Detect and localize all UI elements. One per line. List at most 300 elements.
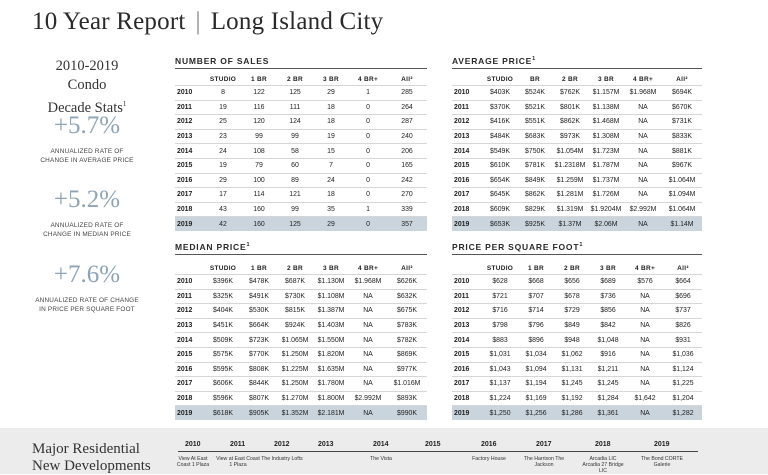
table-cell: 17 bbox=[205, 188, 241, 203]
table-cell: 0 bbox=[349, 144, 387, 159]
table-cell: $893K bbox=[387, 391, 427, 406]
row-year: 2015 bbox=[175, 347, 205, 362]
decade-stats-type: Condo bbox=[67, 77, 107, 93]
row-year: 2013 bbox=[452, 318, 482, 333]
table-cell: $1.635M bbox=[313, 362, 349, 377]
table-row bbox=[452, 318, 702, 333]
table-cell: $1.016M bbox=[387, 377, 427, 392]
table-cell: 339 bbox=[387, 202, 427, 217]
table-cell: NA bbox=[624, 115, 662, 130]
table-row bbox=[175, 144, 427, 159]
timeline-year: 2013 bbox=[318, 441, 334, 448]
table-cell: $416K bbox=[482, 115, 518, 130]
table-cell: $862K bbox=[552, 115, 588, 130]
table-row bbox=[175, 406, 427, 420]
ppsf-table-title bbox=[452, 242, 583, 252]
table-row bbox=[452, 275, 702, 290]
table-cell: $730K bbox=[277, 289, 313, 304]
table-cell: 19 bbox=[205, 100, 241, 115]
stat-ppsf-value: +7.6% bbox=[53, 261, 121, 288]
table-cell: 29 bbox=[313, 217, 349, 231]
table-cell: 60 bbox=[277, 158, 313, 173]
table-cell: $1.250M bbox=[277, 347, 313, 362]
table-cell: $654K bbox=[482, 173, 518, 188]
table-cell: 99 bbox=[277, 202, 313, 217]
table-cell: 270 bbox=[387, 188, 427, 203]
row-year: 2019 bbox=[175, 217, 205, 231]
table-row bbox=[452, 406, 702, 420]
table-cell: NA bbox=[626, 377, 664, 392]
table-cell: $1,094 bbox=[518, 362, 554, 377]
table-cell: $1,286 bbox=[554, 406, 590, 420]
table-row bbox=[175, 129, 427, 144]
ppsf-title-footnote: 1 bbox=[579, 242, 584, 249]
table-cell: $881K bbox=[662, 144, 702, 159]
column-header: 2 BR bbox=[286, 76, 303, 83]
page-title bbox=[32, 8, 383, 36]
table-cell: NA bbox=[624, 158, 662, 173]
table-row bbox=[452, 144, 702, 159]
table-cell: $1.550M bbox=[313, 333, 349, 348]
table-cell: $731K bbox=[662, 115, 702, 130]
table-row bbox=[175, 377, 427, 392]
table-cell: $1,284 bbox=[590, 391, 626, 406]
table-row bbox=[175, 347, 427, 362]
table-cell: $478K bbox=[241, 275, 277, 290]
table-cell: $924K bbox=[277, 318, 313, 333]
table-cell: 0 bbox=[349, 158, 387, 173]
table-cell: 111 bbox=[277, 100, 313, 115]
column-header: 3 BR bbox=[599, 265, 616, 272]
decade-stats-footnote: 1 bbox=[122, 100, 127, 108]
table-cell: $1.064M bbox=[662, 173, 702, 188]
row-year: 2018 bbox=[452, 202, 482, 217]
table-row bbox=[175, 173, 427, 188]
table-cell: $2.06M bbox=[588, 217, 624, 231]
row-year: 2018 bbox=[175, 202, 205, 217]
table-cell: 0 bbox=[349, 115, 387, 130]
table-header-row bbox=[175, 74, 427, 86]
row-year: 2013 bbox=[452, 129, 482, 144]
table-cell: $325K bbox=[205, 289, 241, 304]
table-cell: 125 bbox=[277, 217, 313, 231]
table-cell: $618K bbox=[205, 406, 241, 420]
table-row bbox=[175, 158, 427, 173]
timeline-development: View at East Coast 1 Plaza bbox=[216, 456, 260, 468]
timeline-development: The Harrison The Jackson bbox=[523, 456, 565, 468]
column-header: All² bbox=[677, 265, 689, 272]
table-cell: $842 bbox=[590, 318, 626, 333]
table-row bbox=[452, 100, 702, 115]
table-cell: 165 bbox=[387, 158, 427, 173]
table-cell: $1.352M bbox=[277, 406, 313, 420]
column-header: All² bbox=[401, 265, 413, 272]
row-year: 2018 bbox=[175, 391, 205, 406]
table-row bbox=[175, 318, 427, 333]
table-cell: 0 bbox=[349, 173, 387, 188]
table-cell: $849K bbox=[518, 173, 552, 188]
table-cell: $1,043 bbox=[482, 362, 518, 377]
row-year: 2018 bbox=[452, 391, 482, 406]
stat-desc-line: ANNUALIZED RATE OF CHANGE bbox=[35, 297, 139, 304]
column-header: All² bbox=[401, 76, 413, 83]
table-row bbox=[175, 202, 427, 217]
table-cell: $916 bbox=[590, 347, 626, 362]
developments-title bbox=[32, 441, 151, 475]
median-table-rule bbox=[175, 254, 427, 255]
table-cell: 264 bbox=[387, 100, 427, 115]
table-cell: NA bbox=[626, 304, 664, 319]
decade-stats-years: 2010-2019 bbox=[55, 58, 119, 74]
table-cell: $925K bbox=[518, 217, 552, 231]
row-year: 2014 bbox=[452, 333, 482, 348]
table-cell: $653K bbox=[482, 217, 518, 231]
table-cell: $1.270M bbox=[277, 391, 313, 406]
table-cell: $770K bbox=[241, 347, 277, 362]
table-cell: 108 bbox=[241, 144, 277, 159]
table-cell: NA bbox=[349, 289, 387, 304]
table-cell: $491K bbox=[241, 289, 277, 304]
table-cell: $521K bbox=[518, 100, 552, 115]
table-row bbox=[175, 362, 427, 377]
table-cell: 121 bbox=[277, 188, 313, 203]
table-cell: 24 bbox=[313, 173, 349, 188]
table-cell: 8 bbox=[205, 86, 241, 101]
table-cell: $1.968M bbox=[349, 275, 387, 290]
timeline-year: 2017 bbox=[536, 441, 552, 448]
table-cell: NA bbox=[349, 333, 387, 348]
row-year: 2016 bbox=[452, 173, 482, 188]
table-row bbox=[175, 217, 427, 231]
table-cell: NA bbox=[349, 377, 387, 392]
table-row bbox=[452, 202, 702, 217]
column-header: BR bbox=[530, 76, 540, 83]
table-cell: $1.403M bbox=[313, 318, 349, 333]
table-cell: 160 bbox=[241, 217, 277, 231]
average-title-text: AVERAGE PRICE bbox=[452, 56, 533, 66]
table-cell: $632K bbox=[387, 289, 427, 304]
column-header: 3 BR bbox=[322, 76, 339, 83]
table-cell: $801K bbox=[552, 100, 588, 115]
table-cell: 206 bbox=[387, 144, 427, 159]
median-table-title bbox=[175, 242, 250, 252]
table-cell: NA bbox=[624, 188, 662, 203]
table-row bbox=[175, 115, 427, 130]
table-cell: $1.468M bbox=[588, 115, 624, 130]
table-cell: $883 bbox=[482, 333, 518, 348]
table-cell: 25 bbox=[205, 115, 241, 130]
table-cell: 89 bbox=[277, 173, 313, 188]
table-row bbox=[452, 217, 702, 231]
table-cell: $1.054M bbox=[552, 144, 588, 159]
average-table-title bbox=[452, 56, 536, 66]
table-cell: NA bbox=[349, 362, 387, 377]
table-cell: $1.387M bbox=[313, 304, 349, 319]
table-cell: 160 bbox=[241, 202, 277, 217]
table-cell: 114 bbox=[241, 188, 277, 203]
table-cell: $689 bbox=[590, 275, 626, 290]
median-title-footnote: 1 bbox=[246, 242, 251, 249]
median-title-text: MEDIAN PRICE bbox=[175, 242, 247, 252]
table-cell: $1.138M bbox=[588, 100, 624, 115]
ppsf-title-text: PRICE PER SQUARE FOOT bbox=[452, 242, 580, 252]
table-cell: $1,169 bbox=[518, 391, 554, 406]
table-cell: $973K bbox=[552, 129, 588, 144]
table-cell: $1,194 bbox=[518, 377, 554, 392]
table-cell: $595K bbox=[205, 362, 241, 377]
table-row bbox=[175, 304, 427, 319]
stat-median-price-desc bbox=[22, 222, 152, 239]
table-cell: $645K bbox=[482, 188, 518, 203]
table-cell: $576 bbox=[626, 275, 664, 290]
developments-title-line: New Developments bbox=[32, 458, 151, 474]
table-header-row bbox=[175, 263, 427, 275]
report-title: 10 Year Report bbox=[32, 8, 186, 35]
table-row bbox=[452, 188, 702, 203]
column-header: 2 BR bbox=[561, 76, 578, 83]
table-cell: $1.723M bbox=[588, 144, 624, 159]
table-cell: $896 bbox=[518, 333, 554, 348]
table-cell: $1.37M bbox=[552, 217, 588, 231]
table-cell: $826 bbox=[664, 318, 702, 333]
timeline-development: Arcadia LIC Arcadia 27 Bridge LIC bbox=[582, 456, 624, 474]
timeline-year: 2010 bbox=[185, 441, 201, 448]
table-cell: $1,131 bbox=[554, 362, 590, 377]
column-header: 1 BR bbox=[527, 265, 544, 272]
table-header-row bbox=[452, 263, 702, 275]
timeline-year: 2015 bbox=[425, 441, 441, 448]
table-cell: 29 bbox=[313, 86, 349, 101]
table-cell: $736 bbox=[590, 289, 626, 304]
timeline-line bbox=[178, 451, 698, 452]
table-cell: 120 bbox=[241, 115, 277, 130]
table-cell: $1,031 bbox=[482, 347, 518, 362]
table-row bbox=[175, 86, 427, 101]
table-cell: $931 bbox=[664, 333, 702, 348]
table-cell: $869K bbox=[387, 347, 427, 362]
table-cell: $1,245 bbox=[590, 377, 626, 392]
table-cell: $664 bbox=[664, 275, 702, 290]
table-cell: $1.14M bbox=[662, 217, 702, 231]
column-header: 1 BR bbox=[250, 76, 267, 83]
table-cell: NA bbox=[349, 318, 387, 333]
table-cell: NA bbox=[349, 304, 387, 319]
table-cell: $2.992M bbox=[349, 391, 387, 406]
timeline-year: 2019 bbox=[654, 441, 670, 448]
table-cell: $829K bbox=[518, 202, 552, 217]
table-cell: 240 bbox=[387, 129, 427, 144]
row-year: 2011 bbox=[452, 100, 482, 115]
table-cell: 58 bbox=[277, 144, 313, 159]
table-cell: $798 bbox=[482, 318, 518, 333]
table-header-row bbox=[452, 74, 702, 86]
table-cell: $849 bbox=[554, 318, 590, 333]
table-cell: $678 bbox=[554, 289, 590, 304]
table-cell: 285 bbox=[387, 86, 427, 101]
table-cell: $1.094M bbox=[662, 188, 702, 203]
column-header: 2 BR bbox=[563, 265, 580, 272]
table-cell: $807K bbox=[241, 391, 277, 406]
column-header: STUDIO bbox=[486, 76, 514, 83]
row-year: 2010 bbox=[175, 86, 205, 101]
stat-desc-line: IN PRICE PER SQUARE FOOT bbox=[39, 305, 135, 313]
column-header: 4 BR+ bbox=[632, 76, 654, 83]
table-cell: $1,211 bbox=[590, 362, 626, 377]
table-cell: 100 bbox=[241, 173, 277, 188]
decade-stats-label: Decade Stats bbox=[47, 99, 123, 116]
row-year: 2019 bbox=[452, 406, 482, 420]
table-cell: $833K bbox=[662, 129, 702, 144]
timeline-development: View At East Coast 1 Plaza bbox=[176, 456, 210, 468]
table-cell: 18 bbox=[313, 100, 349, 115]
table-row bbox=[175, 391, 427, 406]
table-row bbox=[175, 275, 427, 290]
stat-average-price-desc bbox=[22, 148, 152, 165]
row-year: 2010 bbox=[452, 275, 482, 290]
table-cell: $1.800M bbox=[313, 391, 349, 406]
table-cell: $1.787M bbox=[588, 158, 624, 173]
table-cell: $783K bbox=[387, 318, 427, 333]
table-cell: $696 bbox=[664, 289, 702, 304]
row-year: 2016 bbox=[175, 362, 205, 377]
sales-table-title bbox=[175, 56, 269, 66]
table-cell: $721 bbox=[482, 289, 518, 304]
timeline-development: The Industry Lofts bbox=[261, 456, 303, 462]
table-cell: $1.225M bbox=[277, 362, 313, 377]
table-cell: 357 bbox=[387, 217, 427, 231]
table-cell: 122 bbox=[241, 86, 277, 101]
sales-title-text: NUMBER OF SALES bbox=[175, 56, 270, 66]
table-cell: 1 bbox=[349, 86, 387, 101]
table-cell: 18 bbox=[313, 115, 349, 130]
column-header: STUDIO bbox=[209, 265, 237, 272]
table-cell: $905K bbox=[241, 406, 277, 420]
table-cell: $844K bbox=[241, 377, 277, 392]
row-year: 2012 bbox=[175, 115, 205, 130]
table-cell: $551K bbox=[518, 115, 552, 130]
stat-desc-line: CHANGE IN MEDIAN PRICE bbox=[43, 230, 131, 238]
table-cell: $524K bbox=[518, 86, 552, 101]
ppsf-table bbox=[452, 263, 702, 420]
table-cell: 124 bbox=[277, 115, 313, 130]
timeline-development: Factory House bbox=[472, 456, 506, 462]
column-header bbox=[452, 74, 482, 86]
row-year: 2012 bbox=[175, 304, 205, 319]
table-cell: $796 bbox=[518, 318, 554, 333]
row-year: 2011 bbox=[175, 289, 205, 304]
table-cell: NA bbox=[626, 289, 664, 304]
table-cell: $683K bbox=[518, 129, 552, 144]
table-cell: $664K bbox=[241, 318, 277, 333]
table-cell: $990K bbox=[387, 406, 427, 420]
table-cell: $1,256 bbox=[518, 406, 554, 420]
table-cell: $509K bbox=[205, 333, 241, 348]
table-cell: 42 bbox=[205, 217, 241, 231]
average-table bbox=[452, 74, 702, 231]
table-cell: $781K bbox=[518, 158, 552, 173]
table-cell: NA bbox=[624, 129, 662, 144]
table-cell: $606K bbox=[205, 377, 241, 392]
table-cell: $1,048 bbox=[590, 333, 626, 348]
table-cell: $1.308M bbox=[588, 129, 624, 144]
table-cell: $1,224 bbox=[482, 391, 518, 406]
column-header: 4 BR+ bbox=[357, 76, 379, 83]
table-cell: $967K bbox=[662, 158, 702, 173]
column-header: All² bbox=[676, 76, 688, 83]
table-row bbox=[452, 173, 702, 188]
timeline-development: The Vista bbox=[370, 456, 392, 462]
table-cell: $1.130M bbox=[313, 275, 349, 290]
table-cell: $948 bbox=[554, 333, 590, 348]
table-row bbox=[452, 86, 702, 101]
table-cell: $1.319M bbox=[552, 202, 588, 217]
table-cell: $575K bbox=[205, 347, 241, 362]
table-row bbox=[452, 391, 702, 406]
column-header: STUDIO bbox=[486, 265, 514, 272]
table-cell: $1,245 bbox=[554, 377, 590, 392]
stat-average-price-value: +5.7% bbox=[53, 112, 121, 139]
table-cell: $1,361 bbox=[590, 406, 626, 420]
table-cell: $1.9204M bbox=[588, 202, 624, 217]
row-year: 2015 bbox=[452, 347, 482, 362]
table-cell: $2.992M bbox=[624, 202, 662, 217]
table-cell: $626K bbox=[387, 275, 427, 290]
row-year: 2014 bbox=[452, 144, 482, 159]
row-year: 2014 bbox=[175, 333, 205, 348]
table-cell: $1,225 bbox=[664, 377, 702, 392]
table-cell: $762K bbox=[552, 86, 588, 101]
table-cell: $1.065M bbox=[277, 333, 313, 348]
row-year: 2013 bbox=[175, 318, 205, 333]
table-cell: $1.726M bbox=[588, 188, 624, 203]
table-cell: NA bbox=[349, 406, 387, 420]
table-cell: 24 bbox=[205, 144, 241, 159]
average-table-rule bbox=[452, 68, 702, 69]
table-cell: 43 bbox=[205, 202, 241, 217]
table-cell: NA bbox=[624, 217, 662, 231]
timeline-year: 2018 bbox=[595, 441, 611, 448]
table-cell: 287 bbox=[387, 115, 427, 130]
table-row bbox=[452, 158, 702, 173]
row-year: 2014 bbox=[175, 144, 205, 159]
table-cell: $856 bbox=[590, 304, 626, 319]
table-cell: $729 bbox=[554, 304, 590, 319]
row-year: 2010 bbox=[175, 275, 205, 290]
stat-desc-line: CHANGE IN AVERAGE PRICE bbox=[40, 156, 134, 164]
timeline-year: 2011 bbox=[230, 441, 246, 448]
table-cell: $808K bbox=[241, 362, 277, 377]
row-year: 2016 bbox=[175, 173, 205, 188]
table-row bbox=[452, 333, 702, 348]
row-year: 2017 bbox=[452, 377, 482, 392]
table-cell: $1,642 bbox=[626, 391, 664, 406]
table-cell: 0 bbox=[349, 188, 387, 203]
table-cell: $1,062 bbox=[554, 347, 590, 362]
table-cell: $1.157M bbox=[588, 86, 624, 101]
table-cell: $1.064M bbox=[662, 202, 702, 217]
row-year: 2012 bbox=[452, 115, 482, 130]
table-cell: 23 bbox=[205, 129, 241, 144]
table-cell: $1,137 bbox=[482, 377, 518, 392]
timeline-year: 2016 bbox=[481, 441, 497, 448]
table-cell: $484K bbox=[482, 129, 518, 144]
table-cell: NA bbox=[349, 347, 387, 362]
row-year: 2012 bbox=[452, 304, 482, 319]
table-cell: 0 bbox=[349, 129, 387, 144]
table-cell: NA bbox=[626, 318, 664, 333]
table-cell: $1,204 bbox=[664, 391, 702, 406]
table-row bbox=[452, 347, 702, 362]
